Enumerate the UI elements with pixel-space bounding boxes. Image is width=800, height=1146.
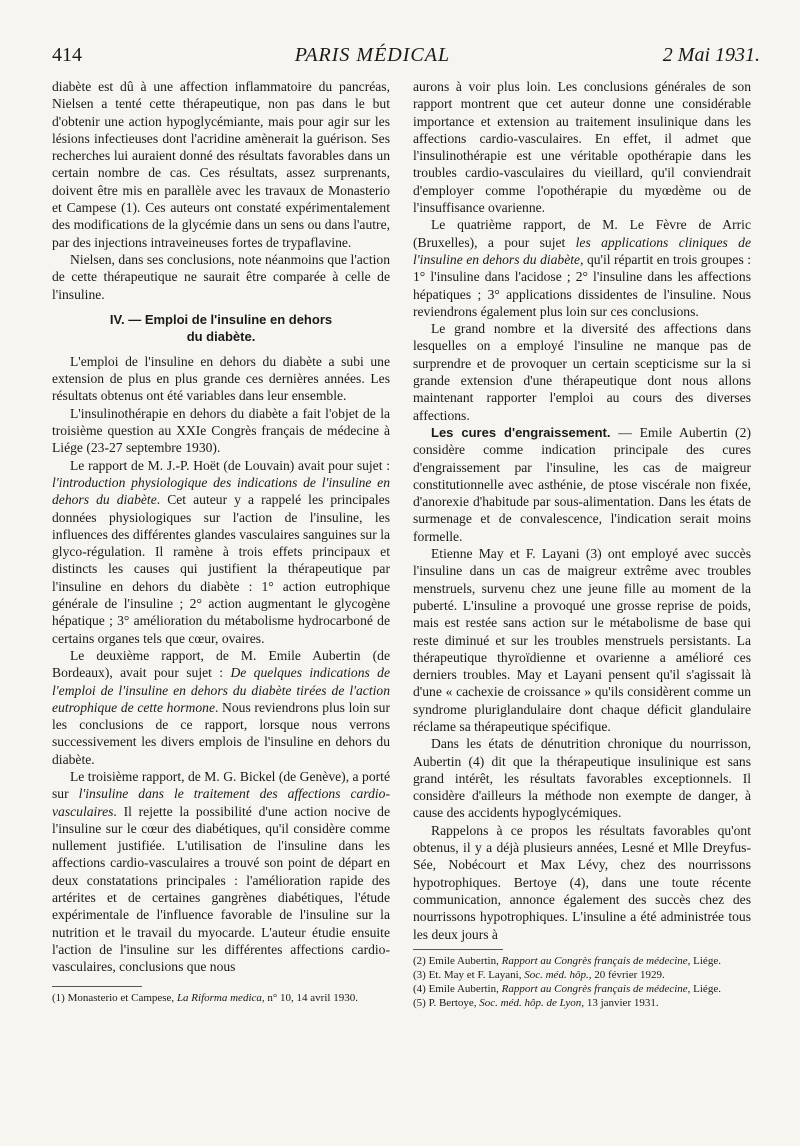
paragraph: Etienne May et F. Layani (3) ont employé avec succès l'insuline dans un cas de maigreur extrême avec troubles menstruels, survenu chez une jeune fille au moment de la puberté. L'insuline a provoqué une grosse reprise de poids, mais est restée sans action sur le métabolisme de base qui reste diminué et sur les troubles menstruels persistants. La thérapeutique thyroïdienne et ovarienne a amélioré ces derniers troubles. May et Layani pensent qu'il s'agissait là d'une « cachexie de croissance » qu'ils considèrent comme un syndrome pluriglandulaire dont chaque déficit glandulaire réclame sa thérapeutique spécifique. xyxy=(413,546,751,734)
text-run: Le troisième rapport, de M. G. Bickel (de Genève), a porté sur xyxy=(52,768,390,802)
paragraph: aurons à voir plus loin. Les conclusions générales de son rapport montrent que cet auteur donne une considérable importance et extension au traitement insulinique dans les affections cardio-vasculaires. En effet, il admet que l'insulinothérapie est une véritable opothérapie dans les troubles cardio-vasculaires du vieillard, qu'il conviendrait d'employer comme l'opothérapie du myœdème ou de l'insuffisance ovarienne. xyxy=(413,79,751,216)
run-in-heading: Les cures d'engraissement. xyxy=(431,424,611,440)
footnote-divider xyxy=(52,986,142,987)
paragraph: Rappelons à ce propos les résultats favorables qu'ont obtenus, il y a déjà plusieurs années, Lesné et Mlle Dreyfus-Sée, Nobécourt et Max Lévy, chez des nourrissons hypotrophiques. Bertoye (4), dans une toute récente communication, annonce également des succès chez des nourrissons hypotrophiques. L'insuline a été administrée tous les deux jours à xyxy=(413,822,751,942)
text-run: Le deuxième rapport, de M. Emile Aubertin (de Bordeaux), avait pour sujet : xyxy=(52,647,390,681)
text-run: , 20 février 1929. xyxy=(588,968,665,981)
issue-date: 2 Mai 1931. xyxy=(662,44,760,66)
section-heading-line: du diabète. xyxy=(186,328,256,344)
paragraph xyxy=(413,424,751,545)
footnote xyxy=(413,982,751,996)
paragraph: L'insulinothérapie en dehors du diabète a fait l'objet de la troisième question au XXIe Congrès français de médecine à Liége (23-27 septembre 1930). xyxy=(52,405,390,456)
italic-title: La Riforma medica xyxy=(176,991,262,1004)
journal-title: PARIS MÉDICAL xyxy=(294,44,451,66)
text-run: . Cet auteur y a rappelé les principales données physiologiques sur l'action de l'insuline, les influences des différentes glandes vasculaires sanguines sur la glyco-régulation. Il ramène à trois effets principaux et distincts les causes qui justifient la thérapeutique par l'insuline en dehors du diabète : 1° action eutrophique générale de l'insuline ; 2° action augmentant le glycogène hépatique ; 3° amélioration du métabolisme hydrocarboné de certains organes tels que cœur, ovaires. xyxy=(52,492,390,646)
paragraph xyxy=(52,647,390,768)
italic-title: Soc. méd. hôp. de Lyon xyxy=(479,996,582,1009)
paragraph: Nielsen, dans ses conclusions, note néanmoins que l'action de cette thérapeutique ne saurait être comparée à celle de l'insuline. xyxy=(52,251,390,302)
paragraph: L'emploi de l'insuline en dehors du diabète a subi une extension de plus en plus grande ces dernières années. Les résultats obtenus ont été variables dans leur ensemble. xyxy=(52,353,390,404)
footnote xyxy=(52,991,390,1005)
italic-title: Rapport au Congrès français de médecine xyxy=(501,982,688,995)
italic-title: Soc. méd. hôp. xyxy=(524,968,589,981)
left-column xyxy=(52,78,390,1005)
text-run: (2) Emile Aubertin, xyxy=(413,954,502,967)
footnote xyxy=(413,968,751,982)
text-run: Le rapport de M. J.-P. Hoët (de Louvain) avait pour sujet : xyxy=(70,457,390,473)
text-run: (3) Et. May et F. Layani, xyxy=(413,968,525,981)
footnote xyxy=(413,954,751,968)
paragraph: Dans les états de dénutrition chronique du nourrisson, Aubertin (4) dit que la thérapeutique insulinique est sans grand intérêt, les résultats favorables exceptionnels. Il considère d'ailleurs la méthode non exempte de danger, à cause des accidents hypoglycémiques. xyxy=(413,736,751,821)
paragraph: Le grand nombre et la diversité des affections dans lesquelles on a employé l'insuline ne manque pas de surprendre et de provoquer un certain scepticisme sur la si grande extension d'une thérapeutique dont nous allons maintenant rapporter l'emploi au cours des diverses affections. xyxy=(413,321,751,423)
italic-title: l'insuline dans le traitement des affections cardio-vasculaires xyxy=(52,786,390,819)
text-run: . Nous reviendrons plus loin sur les conclusions de ce rapport, lorsque nous verrons successivement les divers emplois de l'insuline en dehors du diabète. xyxy=(52,699,391,767)
text-run: (1) Monasterio et Campese, xyxy=(52,991,177,1004)
text-run: , n° 10, 14 avril 1930. xyxy=(261,991,358,1004)
paragraph: diabète est dû à une affection inflammatoire du pancréas, Nielsen a tenté cette thérapeutique, non pas dans le but d'obtenir une action hypoglycémiante, mais pour agir sur les lésions infectieuses dont l'acridine amènerait la guérison. Ses recherches lui auraient donné des résultats favorables dans un certain nombre de cas. Ces résultats, assez surprenants, doivent être mis en parallèle avec les travaux de Monasterio et Campese (1). Ces auteurs ont constaté expérimentalement des modifications de la glycémie dans un sens ou dans l'autre, par des injections intraveineuses fortes de trypaflavine. xyxy=(52,79,390,250)
text-run: (5) P. Bertoye, xyxy=(413,996,480,1009)
italic-title: De quelques indications de l'emploi de l'insuline en dehors du diabète tirées de l'action eutrophique de cette hormone xyxy=(52,665,390,715)
section-heading-line: IV. — Emploi de l'insuline en dehors xyxy=(109,311,333,327)
text-run: , Liége. xyxy=(687,982,721,995)
italic-title: les applications cliniques de l'insuline en dehors du diabète xyxy=(413,234,751,267)
italic-title: l'introduction physiologique des indications de l'insuline en dehors du diabète xyxy=(52,474,390,508)
running-header xyxy=(52,44,760,74)
text-run: , qu'il répartit en trois groupes : 1° l'insuline dans l'acidose ; 2° l'insuline dans les affections hépatiques ; 3° applications dissidentes de l'insuline. Nous reviendrons également plus loin sur ces conclusions. xyxy=(413,251,751,319)
text-run: Le quatrième rapport, de M. Le Fèvre de Arric (Bruxelles), a pour sujet xyxy=(413,217,751,250)
text-run: , Liége. xyxy=(687,954,721,967)
footnote-divider xyxy=(413,949,503,950)
paragraph xyxy=(52,457,390,647)
text-run: — Emile Aubertin (2) considère comme indication principale des cures d'engraissement par l'insuline, les cas de maigreur constitutionnelle avec asthénie, de ptose viscérale non fixée, d'anorexie d'habitude par sous-alimentation. Dans les états de surmenage et de convalescence, l'indication serait moins formelle. xyxy=(413,424,751,544)
paragraph xyxy=(52,768,390,976)
paragraph xyxy=(413,216,751,320)
italic-title: Rapport au Congrès français de médecine xyxy=(501,954,688,967)
text-run: (4) Emile Aubertin, xyxy=(413,982,502,995)
text-run: . Il rejette la possibilité d'une action nocive de l'insuline sur le cœur des diabétiques, qu'il considère comme nullement justifiée. L'utilisation de l'insuline dans les affections cardio-vasculaires a trouvé son point de départ en deux constatations principales : l'amélioration rapide des artérites et de certaines gangrènes diabétiques, l'étude expérimentale de l'influence favorable de l'insuline sur la nutrition et le travail du myocarde. L'auteur étudie ensuite l'action de l'insuline sur les différentes affections cardio-vasculaires, conclusions que nous xyxy=(52,803,390,975)
section-heading xyxy=(52,311,390,345)
right-column xyxy=(413,78,751,1010)
page-number: 414 xyxy=(52,44,82,66)
text-run: , 13 janvier 1931. xyxy=(581,996,659,1009)
footnote xyxy=(413,996,751,1010)
